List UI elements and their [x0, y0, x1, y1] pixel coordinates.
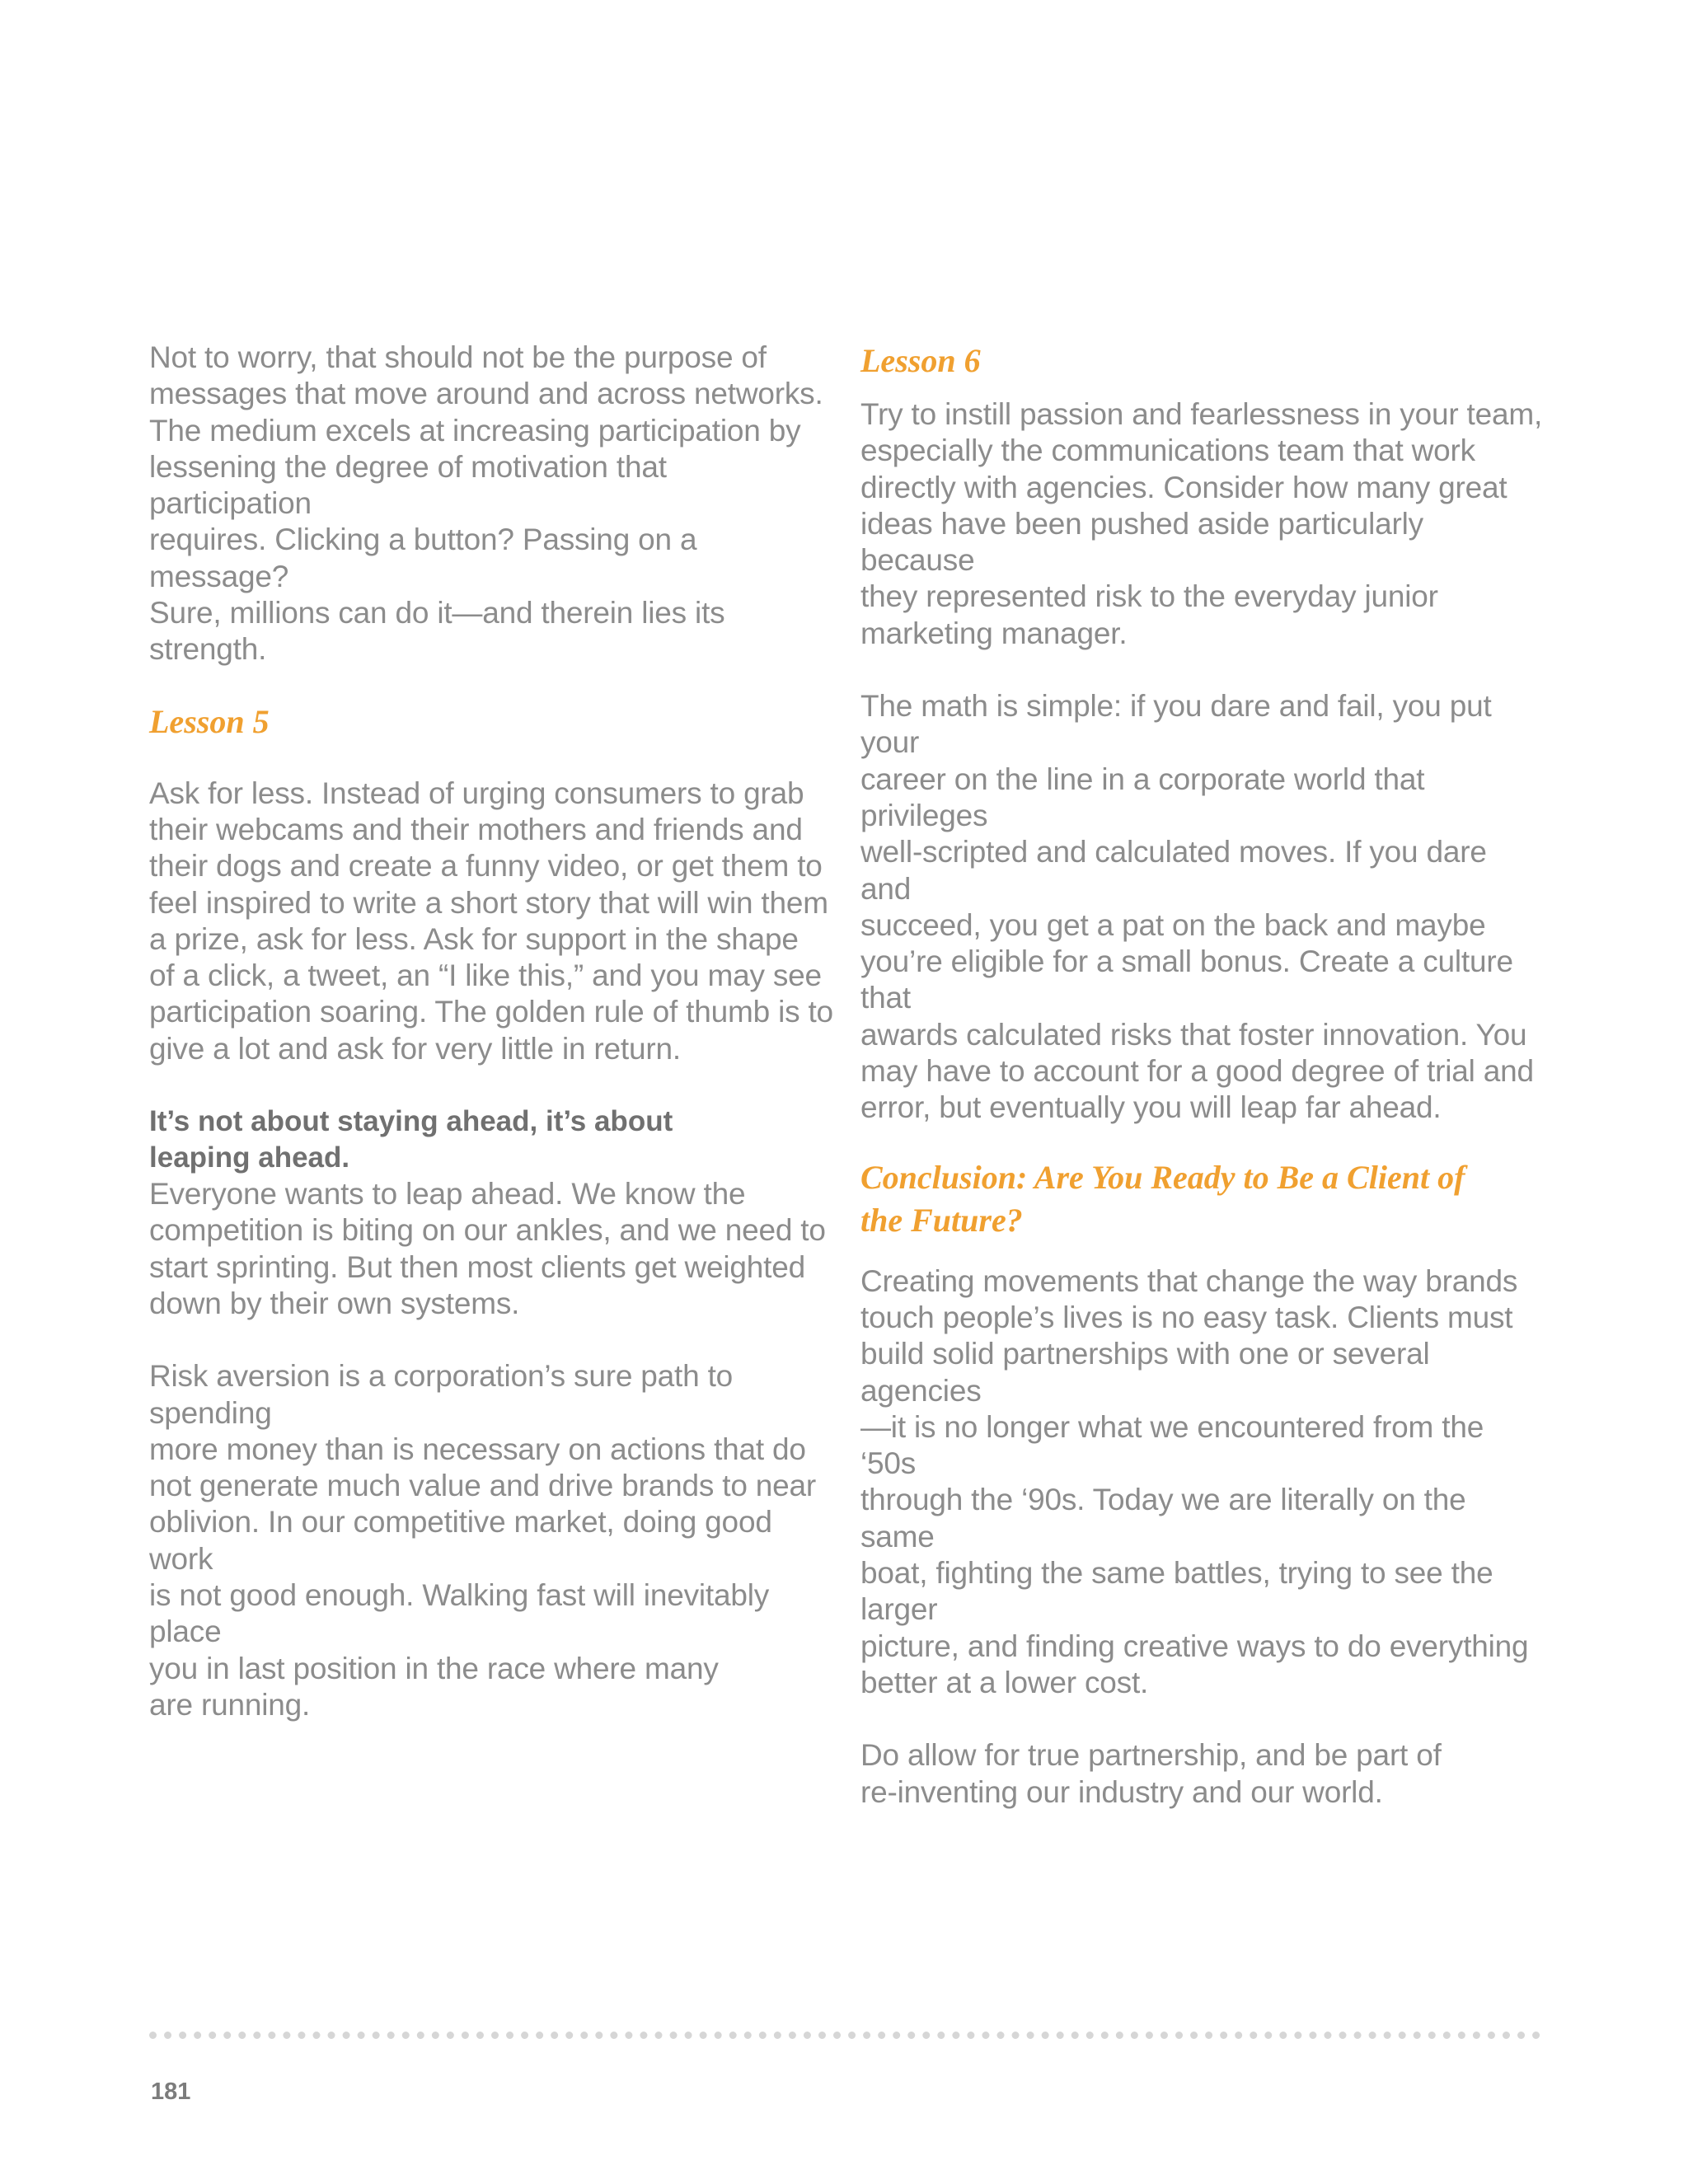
right-column: [860, 340, 1545, 1811]
page-number: 181: [151, 2079, 191, 2105]
lesson-6-heading: Lesson 6: [860, 342, 981, 379]
footer-divider: [149, 2032, 1540, 2039]
intro-paragraph: Not to worry, that should not be the purpose of messages that move around and across networks. The medium excels at increasing participation by lessening the degree of motivation that participation requires. Clicking a button? Passing on a message? Sure, millions can do it—and therein lies its strength.: [149, 340, 823, 667]
math-paragraph: The math is simple: if you dare and fail, you put your career on the line in a corporate world that privileges well-scripted and calculated moves. If you dare and succeed, you get a pat on the back and maybe you’re eligible for a small bonus. Create a culture that awards calculated risks that foster innovation. You may have to account for a good degree of trial and error, but eventually you will leap far ahead.: [860, 689, 1534, 1125]
conclusion-paragraph: Creating movements that change the way brands touch people’s lives is no easy task. Clients must build solid partnerships with one or several agencies —it is no longer what we encountered from the ‘50s through the ‘90s. Today we are literally on the same boat, fighting the same battles, trying to see the larger picture, and finding creative ways to do everything better at a lower cost.: [860, 1263, 1529, 1699]
lesson-5-paragraph: Ask for less. Instead of urging consumers to grab their webcams and their mothers and friends and their dogs and create a funny video, or get them to feel inspired to write a short story that will win them a prize, ask for less. Ask for support in the shape of a click, a tweet, an “I like this,” and you may see participation soaring. The golden rule of thumb is to give a lot and ask for very little in return.: [149, 776, 833, 1066]
closing-paragraph: Do allow for true partnership, and be part of re-inventing our industry and our world.: [860, 1738, 1442, 1809]
conclusion-heading: Conclusion: Are You Ready to Be a Client of the Future?: [860, 1158, 1465, 1239]
leaping-ahead-paragraph: Everyone wants to leap ahead. We know the competition is biting on our ankles, and we need to start sprinting. But then most clients get weighted down by their own systems.: [149, 1177, 826, 1320]
left-column: [149, 340, 833, 1723]
leaping-ahead-heading: It’s not about staying ahead, it’s about leaping ahead.: [149, 1105, 673, 1174]
risk-aversion-paragraph: Risk aversion is a corporation’s sure path to spending more money than is necessary on actions that do not generate much value and drive brands to near oblivion. In our competitive market, doing good work is not good enough. Walking fast will inevitably place you in last position in the race where many are running.: [149, 1359, 817, 1722]
lesson-6-paragraph: Try to instill passion and fearlessness in your team, especially the communications team that work directly with agencies. Consider how many great ideas have been pushed aside particularly because they represented risk to the everyday junior marketing manager.: [860, 397, 1543, 650]
lesson-5-heading: Lesson 5: [149, 702, 270, 740]
